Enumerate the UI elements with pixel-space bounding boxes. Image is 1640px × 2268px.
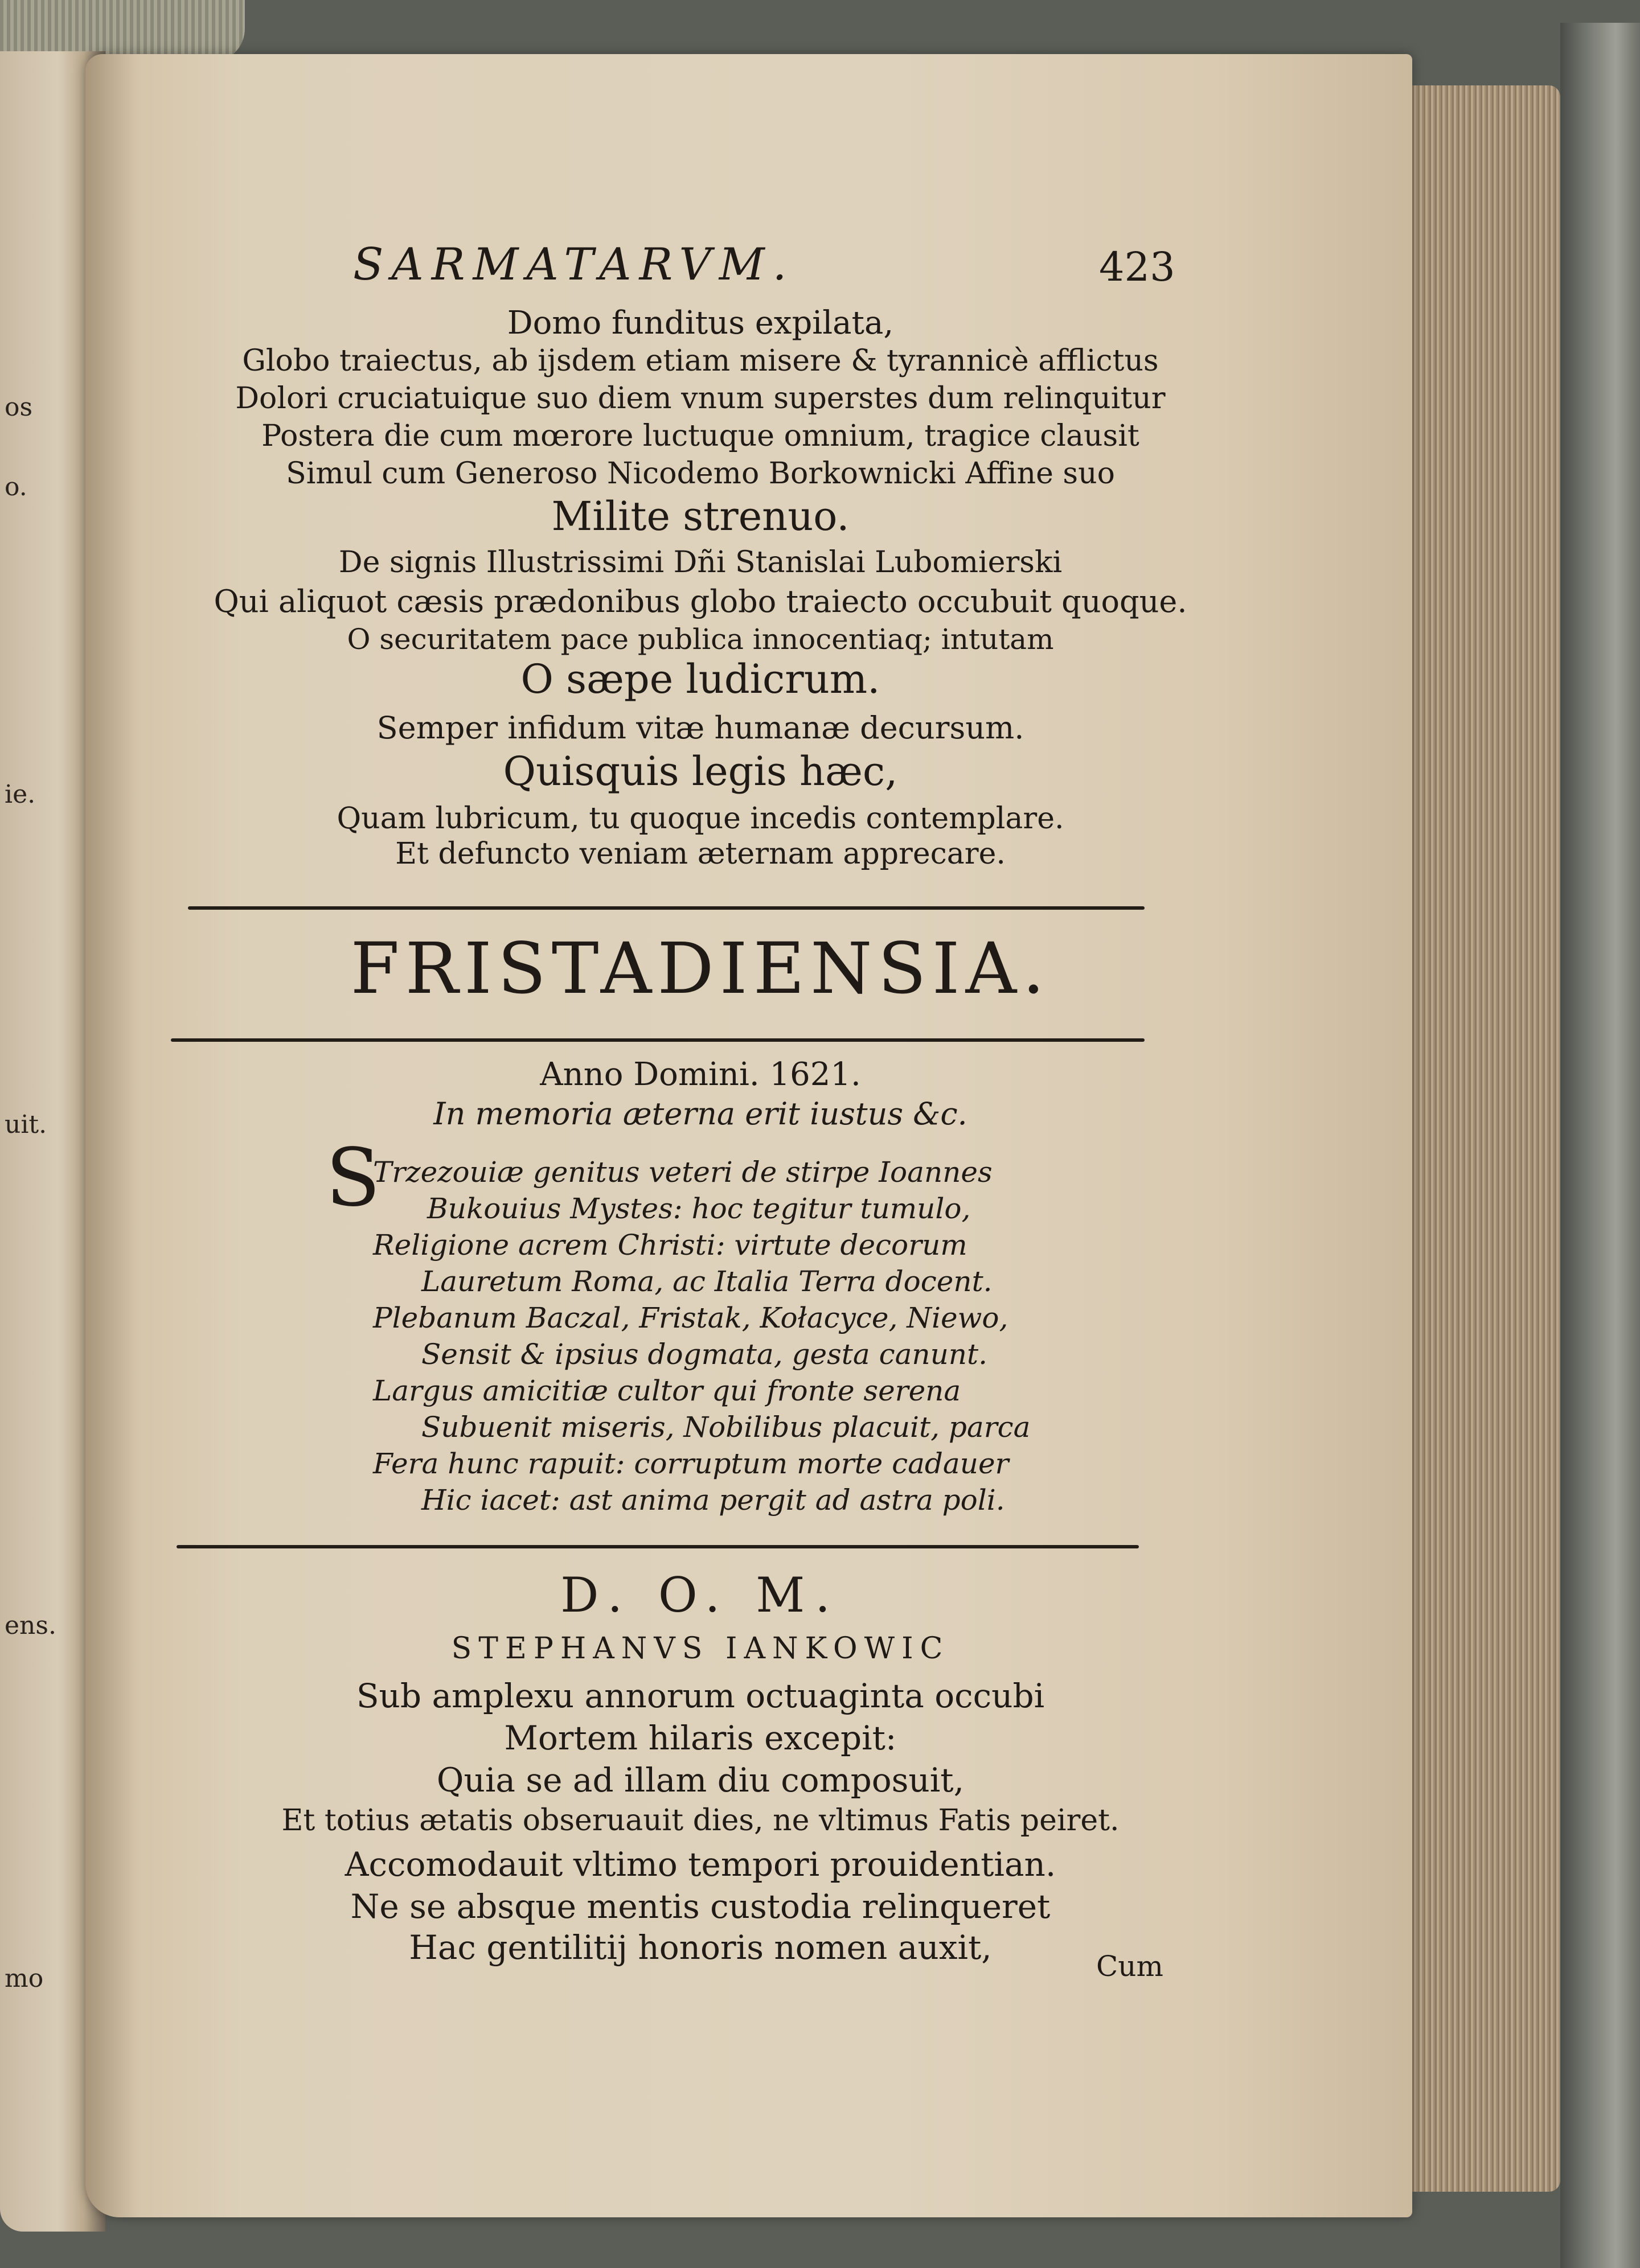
year-line: Anno Domini. 1621.: [540, 1056, 861, 1093]
verse-line: Lauretum Roma, ac Italia Terra docent.: [421, 1265, 993, 1298]
text-line: Accomodauit vltimo tempori prouidentian.: [345, 1845, 1056, 1884]
text-line: Qui aliquot cæsis prædonibus globo traiecto occubuit quoque.: [214, 584, 1187, 619]
verse-line: Largus amicitiæ cultor qui fronte serena: [373, 1374, 961, 1407]
text-line: Mortem hilaris excepit:: [504, 1719, 897, 1757]
verse-line: Fera hunc rapuit: corruptum morte cadauer: [373, 1447, 1009, 1480]
verse-line: Plebanum Baczal, Fristak, Kołacyce, Niewo,: [373, 1301, 1008, 1334]
dom-heading: D. O. M.: [560, 1567, 840, 1623]
section-rule: [188, 906, 1145, 910]
left-margin-fragment: ens.: [5, 1611, 56, 1640]
verse-line: Religione acrem Christi: virtute decorum: [373, 1228, 967, 1262]
catchword: Cum: [1096, 1950, 1163, 1983]
left-margin-fragment: os: [5, 393, 33, 422]
verse-line: Subuenit miseris, Nobilibus placuit, parca: [421, 1411, 1031, 1444]
emphasis-line: Quisquis legis hæc,: [503, 748, 898, 795]
text-line: O securitatem pace publica innocentiaq; intutam: [347, 623, 1054, 656]
left-margin-fragment: mo: [5, 1964, 44, 1993]
left-margin-fragment: o.: [5, 472, 27, 502]
text-line: Postera die cum mœrore luctuque omnium, tragice clausit: [261, 419, 1139, 453]
text-line: Semper infidum vitæ humanæ decursum.: [376, 710, 1024, 746]
drop-cap: S: [326, 1132, 380, 1225]
text-line: Et totius ætatis obseruauit dies, ne vltimus Fatis peiret.: [281, 1803, 1120, 1838]
text-line: De signis Illustrissimi Dñi Stanislai Lubomierski: [338, 545, 1063, 580]
text-line: Simul cum Generoso Nicodemo Borkownicki Affine suo: [286, 457, 1115, 491]
motto-line: In memoria æterna erit iustus &c.: [433, 1096, 967, 1132]
text-line: Et defuncto veniam æternam apprecare.: [395, 837, 1006, 871]
emphasis-line: O sæpe ludicrum.: [520, 656, 880, 702]
text-line: Quia se ad illam diu composuit,: [436, 1761, 965, 1799]
text-line: Quam lubricum, tu quoque incedis contemplare.: [337, 802, 1064, 836]
text-line: Ne se absque mentis custodia relinqueret: [350, 1887, 1051, 1926]
page-number: 423: [1099, 244, 1175, 290]
verse-line: Bukouius Mystes: hoc tegitur tumulo,: [427, 1192, 971, 1225]
emphasis-line: Milite strenuo.: [551, 493, 850, 540]
text-line: Domo funditus expilata,: [507, 305, 894, 342]
left-margin-fragment: uit.: [5, 1110, 47, 1139]
verse-line: Sensit & ipsius dogmata, gesta canunt.: [421, 1338, 987, 1371]
section-rule: [177, 1545, 1139, 1548]
running-title: SARMATARVM.: [353, 239, 795, 290]
text-line: Dolori cruciatuique suo diem vnum superstes dum relinquitur: [235, 381, 1166, 416]
book-cover-edge: [1560, 23, 1640, 2268]
verse-line: Trzezouiæ genitus veteri de stirpe Ioannes: [373, 1156, 993, 1189]
left-margin-fragment: ie.: [5, 780, 36, 809]
section-title: FRISTADIENSIA.: [350, 928, 1051, 1010]
text-line: Sub amplexu annorum octuaginta occubi: [356, 1677, 1045, 1715]
name-heading: STEPHANVS IANKOWIC: [451, 1632, 950, 1666]
section-rule: [171, 1038, 1145, 1042]
verse-line: Hic iacet: ast anima pergit ad astra poli.: [421, 1484, 1005, 1517]
text-line: Hac gentilitij honoris nomen auxit,: [409, 1928, 992, 1967]
text-line: Globo traiectus, ab ijsdem etiam misere & tyrannicè afflictus: [242, 344, 1159, 378]
